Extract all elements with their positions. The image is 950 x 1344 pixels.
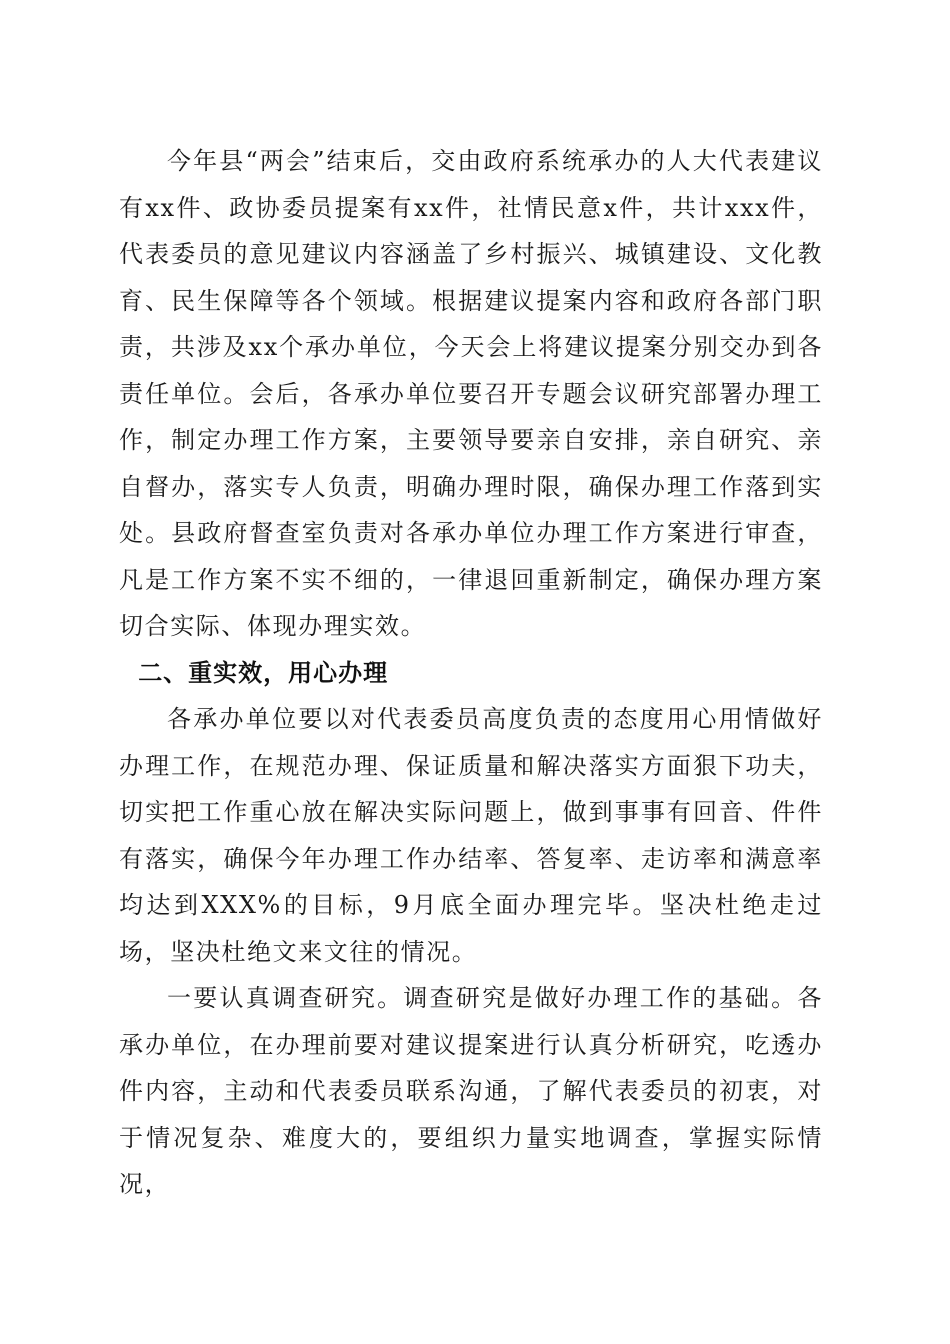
section-heading-2: 二、重实效，用心办理 (138, 658, 389, 687)
paragraph-effectiveness: 各承办单位要以对代表委员高度负责的态度用心用情做好办理工作，在规范办理、保证质量和解决落实方面狠下功夫，切实把工作重心放在解决实际问题上，做到事事有回音、件件有落实，确保今年办理工作办结率、答复率、走访率和满意率均达到XXX%的目标，9月底全面办理完毕。坚决杜绝走过场，坚决杜绝文来文往的情况。 (119, 705, 823, 966)
document-body (119, 138, 823, 1208)
paragraph-handling-arrangement: 今年县“两会”结束后，交由政府系统承办的人大代表建议有xx件、政协委员提案有xx件，社情民意x件，共计xxx件，代表委员的意见建议内容涵盖了乡村振兴、城镇建设、文化教育、民生保障等各个领域。根据建议提案内容和政府各部门职责，共涉及xx个承办单位，今天会上将建议提案分别交办到各责任单位。会后，各承办单位要召开专题会议研究部署办理工作，制定办理工作方案，主要领导要亲自安排，亲自研究、亲自督办，落实专人负责，明确办理时限，确保办理工作落到实处。县政府督查室负责对各承办单位办理工作方案进行审查，凡是工作方案不实不细的，一律退回重新制定，确保办理方案切合实际、体现办理实效。 (119, 147, 823, 640)
paragraph-investigation: 一要认真调查研究。调查研究是做好办理工作的基础。各承办单位，在办理前要对建议提案进行认真分析研究，吃透办件内容，主动和代表委员联系沟通，了解代表委员的初衷，对于情况复杂、难度大的，要组织力量实地调查，掌握实际情况， (119, 984, 823, 1198)
